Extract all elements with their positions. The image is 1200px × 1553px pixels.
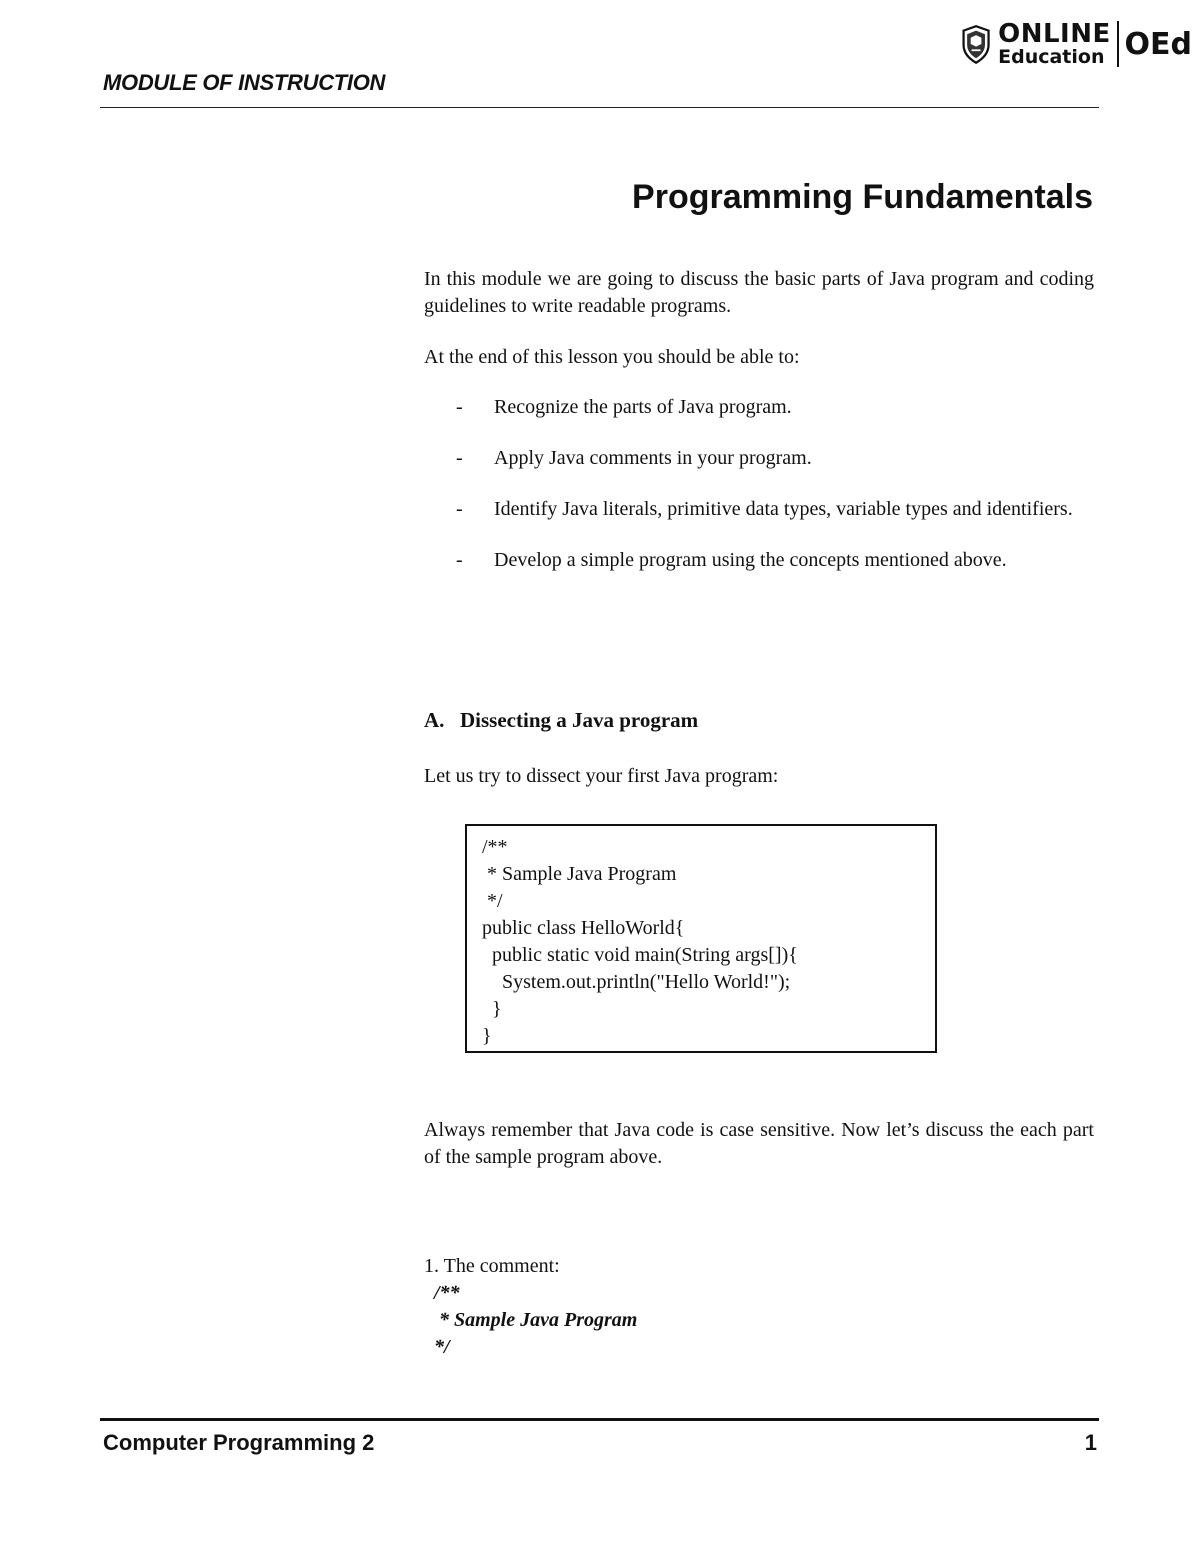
logo-wordmark (998, 21, 1111, 67)
objective-text: Recognize the parts of Java program. (494, 396, 792, 418)
intro-paragraph: In this module we are going to discuss the basic parts of Java program and coding guidelines to write readable programs. (424, 268, 1094, 317)
school-crest-icon (960, 21, 992, 67)
header-rule (100, 107, 1099, 108)
footer-course-title: Computer Programming 2 (103, 1430, 375, 1455)
list-item (456, 496, 1094, 523)
logo-line-online: ONLINE (998, 19, 1111, 49)
bullet-dash: - (456, 447, 463, 469)
part-1-code: /** * Sample Java Program */ (434, 1282, 638, 1358)
logo-separator (1117, 21, 1119, 67)
bullet-dash: - (456, 396, 463, 418)
module-header-title: MODULE OF INSTRUCTION (103, 70, 386, 95)
objective-text: Identify Java literals, primitive data types, variable types and identifiers. (494, 498, 1073, 520)
section-heading-text: Dissecting a Java program (460, 708, 699, 732)
part-1-comment (424, 1253, 637, 1361)
section-letter: A. (424, 708, 445, 732)
list-item (456, 394, 1094, 421)
bullet-dash: - (456, 498, 463, 520)
footer-rule (100, 1418, 1099, 1421)
section-heading (424, 708, 698, 733)
objectives-list (456, 394, 1094, 598)
section-lead: Let us try to dissect your first Java program: (424, 765, 779, 787)
list-item (456, 547, 1094, 574)
part-1-label: 1. The comment: (424, 1255, 560, 1277)
online-education-logo (960, 18, 1192, 70)
bullet-dash: - (456, 549, 463, 571)
list-item (456, 445, 1094, 472)
objectives-lead: At the end of this lesson you should be able to: (424, 346, 800, 368)
page-number: 1 (1084, 1430, 1097, 1455)
objective-text: Apply Java comments in your program. (494, 447, 812, 469)
case-sensitivity-note: Always remember that Java code is case sensitive. Now let’s discuss the each part of the sample program above. (424, 1119, 1094, 1168)
logo-abbreviation: OEd (1124, 26, 1192, 62)
logo-line-education: Education (998, 46, 1105, 68)
objective-text: Develop a simple program using the concepts mentioned above. (494, 549, 1007, 571)
page-title: Programming Fundamentals (632, 178, 1093, 216)
code-sample-box: /** * Sample Java Program */ public class HelloWorld{ public static void main(String args[]){ System.out.println("Hello World!"); } } (465, 824, 937, 1053)
